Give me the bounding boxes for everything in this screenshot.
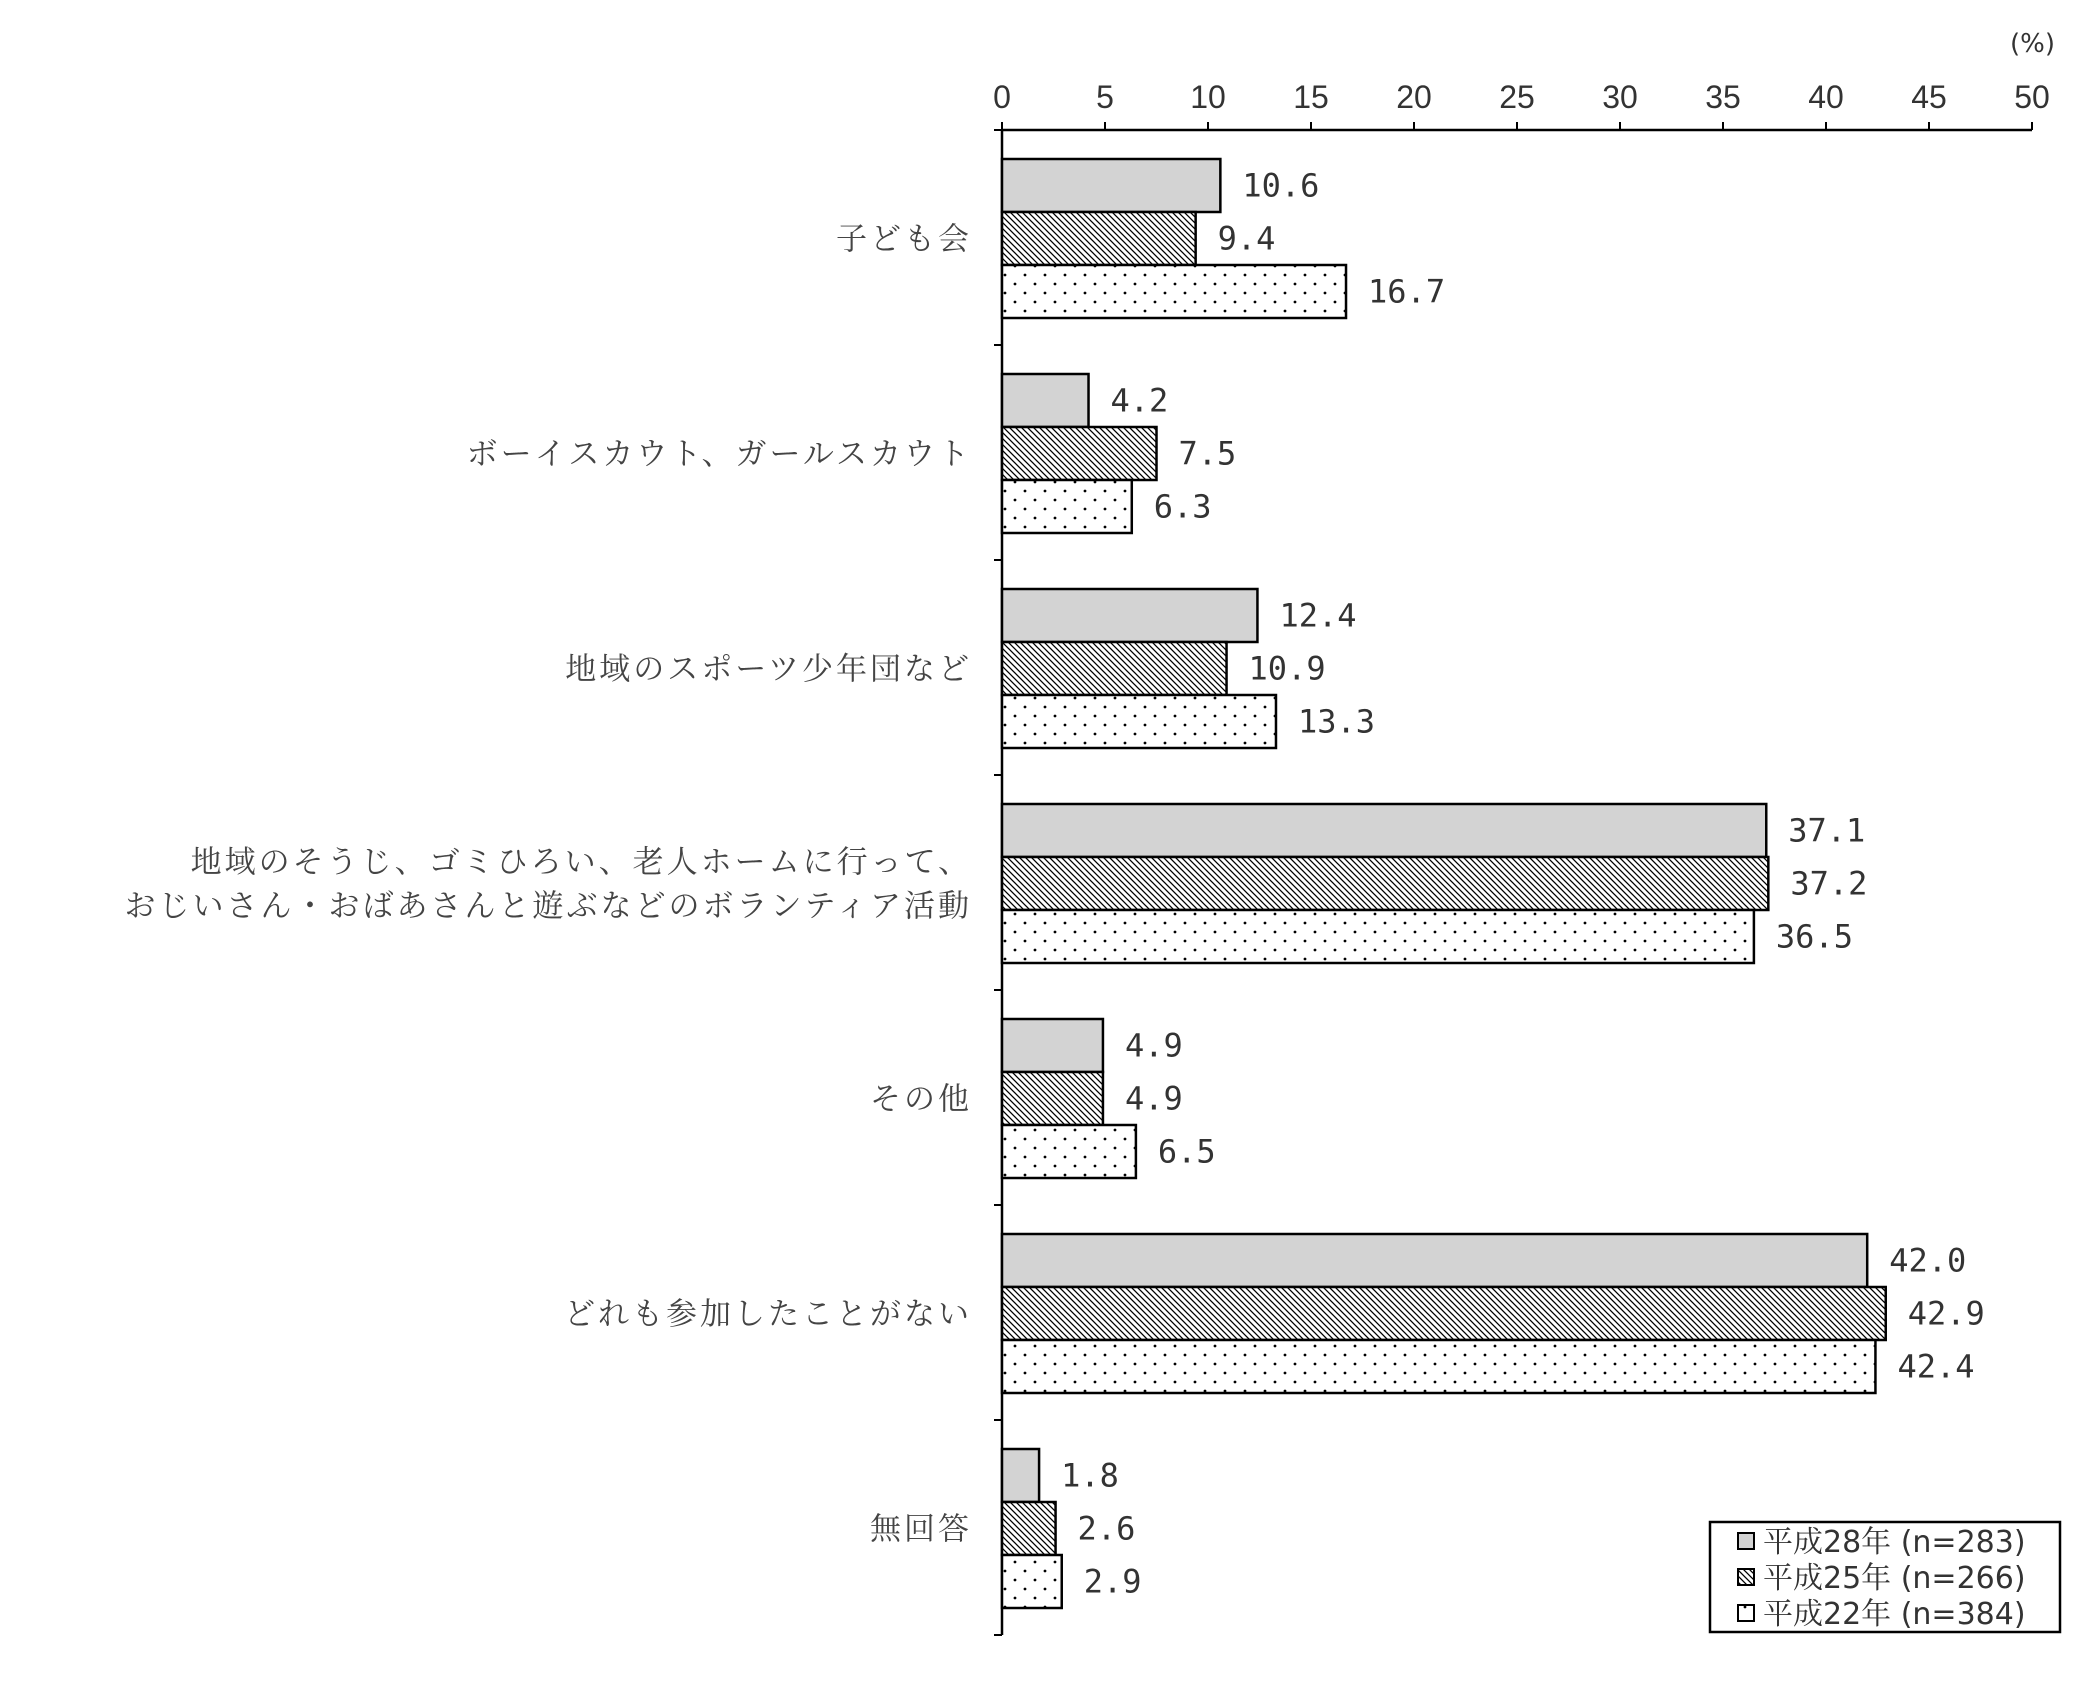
bar (1002, 1287, 1886, 1340)
bar (1002, 910, 1754, 963)
data-label: 42.9 (1907, 1294, 1985, 1333)
data-label: 13.3 (1297, 702, 1376, 741)
bar (1002, 265, 1346, 318)
bar (1002, 695, 1276, 748)
bar (1002, 1555, 1062, 1608)
data-label: 10.9 (1248, 649, 1326, 688)
bar (1002, 804, 1766, 857)
bar (1002, 480, 1132, 533)
bar (1002, 857, 1768, 910)
bars (1002, 159, 1886, 1608)
legend-swatch (1738, 1533, 1754, 1549)
bar (1002, 1340, 1875, 1393)
data-label: 42.0 (1889, 1241, 1967, 1280)
data-label: 4.9 (1124, 1026, 1183, 1065)
unit-label: (%) (2010, 29, 2055, 59)
x-tick-label: 10 (1190, 79, 1226, 115)
data-label: 2.6 (1077, 1509, 1136, 1548)
bar (1002, 1072, 1103, 1125)
x-tick-label: 30 (1602, 79, 1638, 115)
bar (1002, 427, 1157, 480)
bar (1002, 1502, 1056, 1555)
data-label: 42.4 (1897, 1347, 1975, 1386)
category-label: 子ども会 (836, 221, 972, 258)
x-tick-label: 25 (1499, 79, 1535, 115)
x-tick-label: 40 (1808, 79, 1844, 115)
category-label: 地域のスポーツ少年団など (565, 651, 972, 688)
x-tick-label: 0 (993, 79, 1011, 115)
bar (1002, 374, 1089, 427)
data-label: 36.5 (1775, 917, 1853, 956)
legend-entry: 平成28年 (n=283) (1763, 1525, 2026, 1560)
data-label: 6.3 (1153, 487, 1212, 526)
category-label: 無回答 (870, 1511, 972, 1548)
data-label: 37.2 (1790, 864, 1868, 903)
data-label: 9.4 (1217, 219, 1276, 258)
data-label: 4.2 (1110, 381, 1169, 420)
data-label: 12.4 (1279, 596, 1357, 635)
legend (1710, 1522, 2060, 1632)
bar (1002, 1234, 1867, 1287)
x-tick-label: 15 (1293, 79, 1329, 115)
category-label: おじいさん・おばあさんと遊ぶなどのボランティア活動 (124, 888, 972, 925)
legend-swatch (1738, 1605, 1754, 1621)
data-label: 6.5 (1157, 1132, 1216, 1171)
x-tick-label: 45 (1911, 79, 1947, 115)
data-label: 37.1 (1788, 811, 1866, 850)
category-label: 地域のそうじ、ゴミひろい、老人ホームに行って、 (190, 844, 972, 881)
data-label: 1.8 (1061, 1456, 1119, 1495)
x-tick-label: 50 (2014, 79, 2050, 115)
category-label: どれも参加したことがない (564, 1296, 972, 1333)
legend-swatch (1738, 1569, 1754, 1585)
bar (1002, 159, 1220, 212)
data-label: 16.7 (1368, 272, 1446, 311)
category-label: ボーイスカウト、ガールスカウト (466, 436, 972, 473)
data-label: 10.6 (1242, 166, 1320, 205)
category-label: その他 (870, 1081, 972, 1118)
legend-entry: 平成22年 (n=384) (1763, 1597, 2026, 1632)
bar (1002, 589, 1257, 642)
data-label: 7.5 (1178, 434, 1237, 473)
bar (1002, 1125, 1136, 1178)
x-tick-label: 5 (1096, 79, 1114, 115)
bar (1002, 642, 1227, 695)
bar (1002, 1019, 1103, 1072)
data-label: 2.9 (1083, 1562, 1142, 1601)
x-tick-label: 20 (1396, 79, 1432, 115)
bar (1002, 212, 1196, 265)
bar (1002, 1449, 1039, 1502)
legend-entry: 平成25年 (n=266) (1763, 1561, 2026, 1596)
x-tick-label: 35 (1705, 79, 1741, 115)
data-label: 4.9 (1124, 1079, 1183, 1118)
